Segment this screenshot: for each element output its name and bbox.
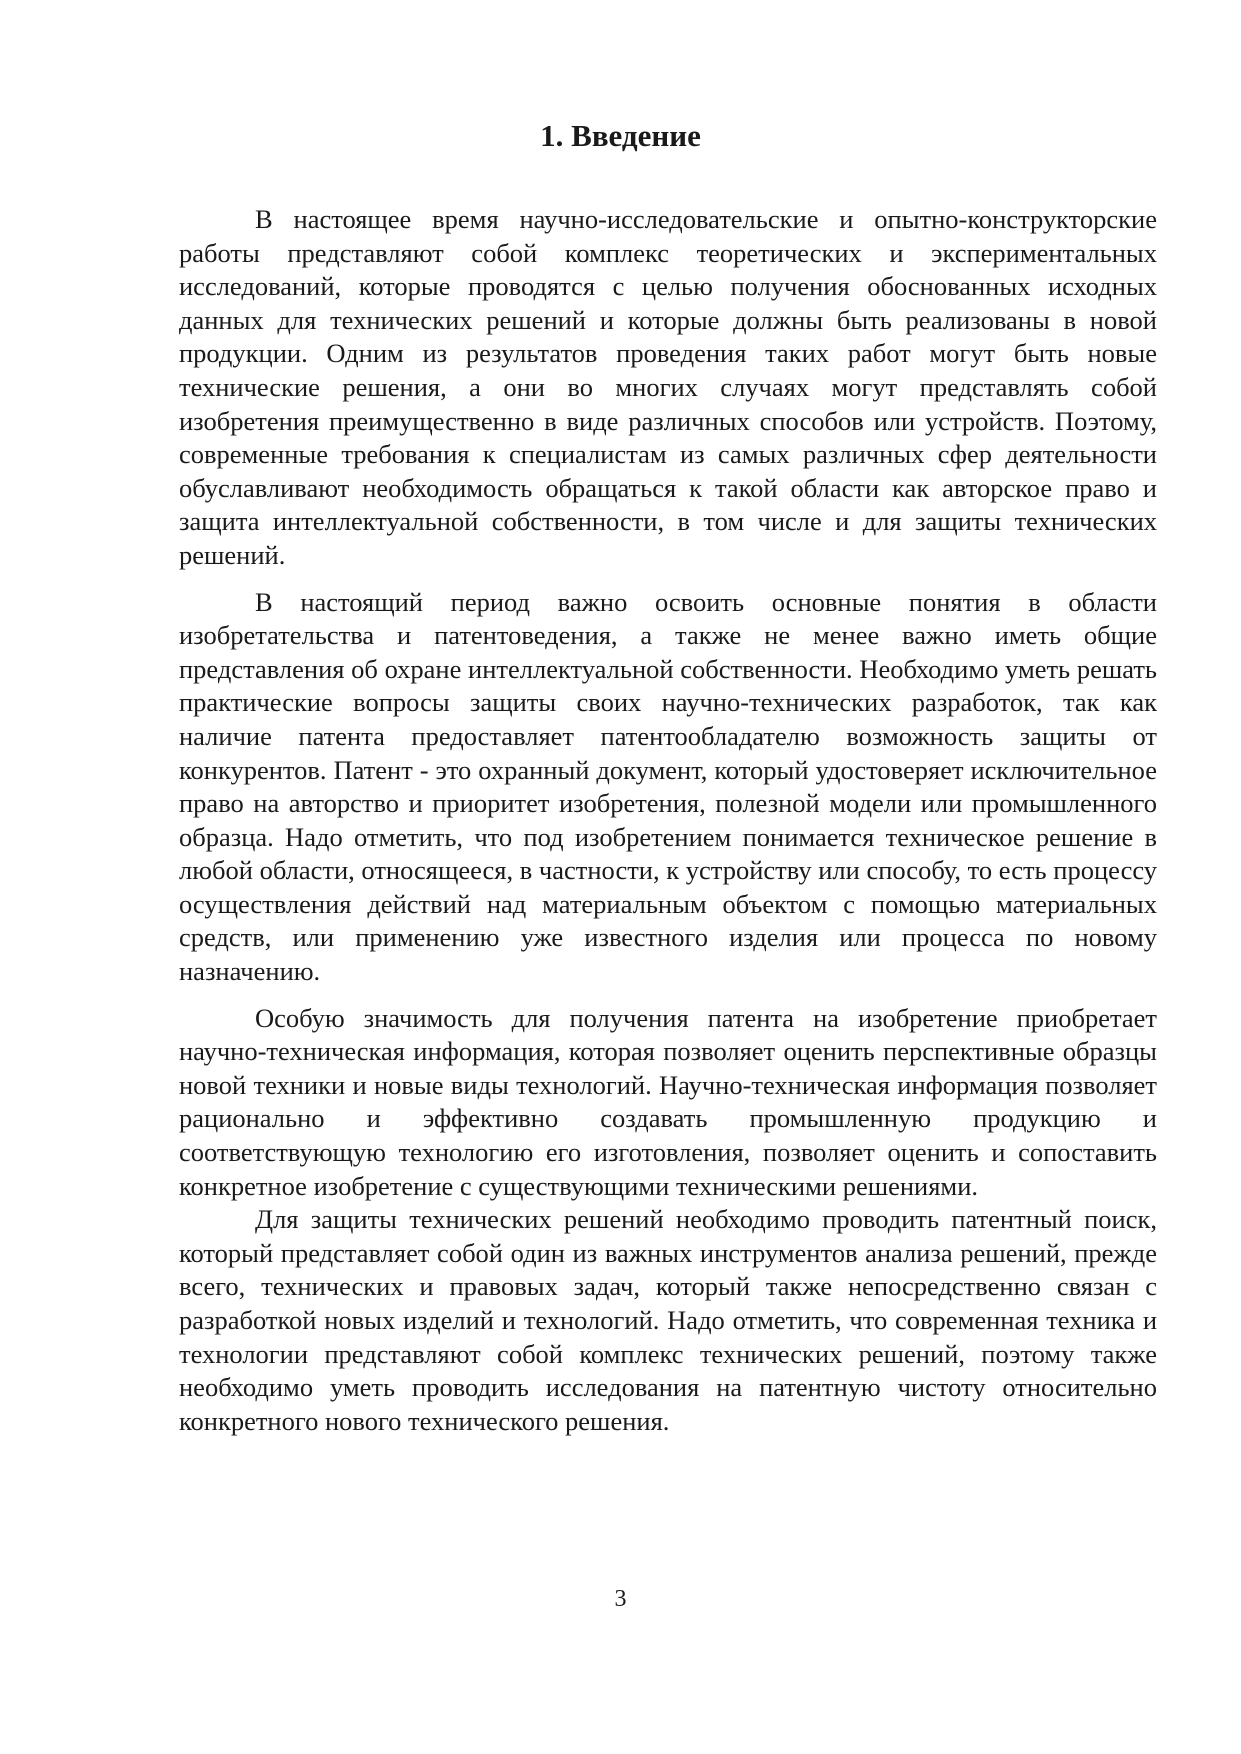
paragraph-1: В настоящее время научно-исследовательские и опытно-конструкторские работы представляют собой комплекс теоретических и экспериментальных исследований, которые проводятся с целью получения обоснованных исходных данных для технических решений и которые должны быть реализованы в новой продукции. Одним из результатов проведения таких работ могут быть новые технические решения, а они во многих случаях могут представлять собой изобретения преимущественно в виде различных способов или устройств. Поэтому, современные требования к специалистам из самых различных сфер деятельности обуславливают необходимость обращаться к такой области как авторское право и защита интеллектуальной собственности, в том числе и для защиты технических решений. [179,204,1157,570]
paragraph-4: Для защиты технических решений необходимо проводить патентный поиск, который представляет собой один из важных инструментов анализа решений, прежде всего, технических и правовых задач, который также непосредственно связан с разработкой новых изделий и технологий. Надо отметить, что современная техника и технологии представляют собой комплекс технических решений, поэтому также необходимо уметь проводить исследования на патентную чистоту относительно конкретного нового технического решения. [179,1204,1157,1436]
paragraph-2: В настоящий период важно освоить основные понятия в области изобретательства и патентоведения, а также не менее важно иметь общие представления об охране интеллектуальной собственности. Необходимо уметь решать практические вопросы защиты своих научно-технических разработок, так как наличие патента предоставляет патентообладателю возможность защиты от конкурентов. Патент - это охранный документ, который удостоверяет исключительное право на авторство и приоритет изобретения, полезной модели или промышленного образца. Надо отметить, что под изобретением понимается техническое решение в любой области, относящееся, в частности, к устройству или способу, то есть процессу осуществления действий над материальным объектом с помощью материальных средств, или применению уже известного изделия или процесса по новому назначению. [179,586,1157,987]
paragraph-3: Особую значимость для получения патента на изобретение приобретает научно-техническая информация, которая позволяет оценить перспективные образцы новой техники и новые виды технологий. Научно-техническая информация позволяет рационально и эффективно создавать промышленную продукцию и соответствующую технологию его изготовления, позволяет оценить и сопоставить конкретное изобретение с существующими техническими решениями. [179,1002,1157,1201]
section-title: 1. Введение [540,118,701,153]
page-number: 3 [614,1586,627,1612]
section-body [179,203,1157,1438]
